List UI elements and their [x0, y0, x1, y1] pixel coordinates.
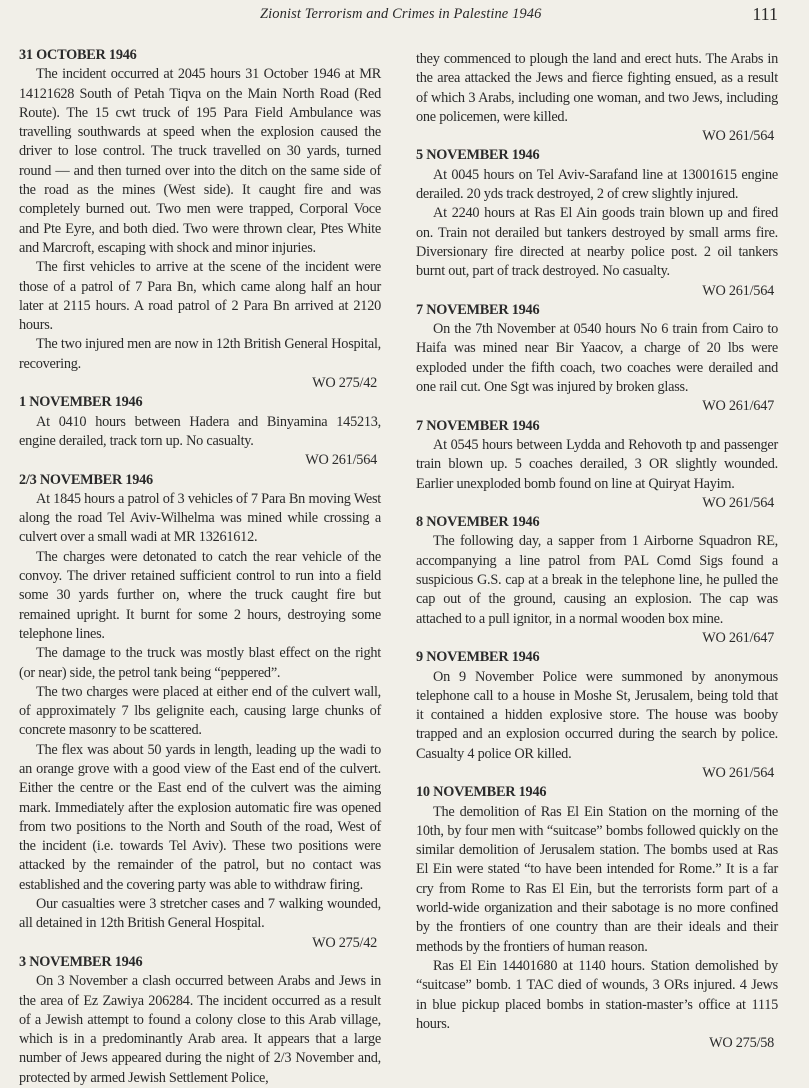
paragraph: On 3 November a clash occurred between Arabs and Jews in the area of Ez Zawiya 206284. The incident occurred as a result of a Jewish attempt to found a colony close to this Arab village, which is in a predominantly Arab area. It appears that a large number of Jews appeared during the night of 2/3 November and, protected by armed Jewish Settlement Police,: [19, 973, 381, 1086]
paragraph: The first vehicles to arrive at the scene of the incident were those of a patrol of 7 Para Bn, which came along half an hour later at 2115 hours. A road patrol of 2 Para Bn arrived at 2120 hours.: [19, 259, 381, 334]
archive-reference: WO 275/42: [312, 375, 377, 392]
entry-10-november-1946: [416, 783, 778, 1053]
paragraph: The following day, a sapper from 1 Airborne Squadron RE, accompanying a line patrol from PAL Comd Sigs found a suspicious G.S. cap at a break in the telephone line, he pulled the cap out of the ground, causing an explosion. The cap was attached to a pull ignitor, in a normal wooden box mine.: [416, 533, 778, 627]
archive-reference: WO 275/42: [312, 934, 377, 951]
entry-7-november-1946-a: [416, 301, 778, 417]
archive-reference: WO 261/564: [702, 494, 774, 511]
entry-31-october-1946: [19, 46, 381, 393]
page-number: 111: [752, 4, 778, 24]
archive-reference: WO 261/564: [305, 452, 377, 469]
entry-7-november-1946-b: [416, 417, 778, 513]
archive-reference: WO 261/647: [702, 629, 774, 646]
entry-5-november-1946: [416, 146, 778, 300]
archive-reference: WO 275/58: [709, 1035, 774, 1052]
entry-heading: 7 NOVEMBER 1946: [416, 301, 540, 318]
paragraph: The flex was about 50 yards in length, leading up the wadi to an orange grove with a good view of the East end of the culvert. Either the centre or the East end of the culvert was the aiming mark. Immediately after the explosion automatic fire was opened from two positions to the North and South of the road, West of the incident (i.e. towards Tel Aviv). These two positions were attacked by the remainder of the patrol, but no contact was established and the covering party was able to withdraw firing.: [19, 741, 381, 893]
archive-reference: WO 261/564: [702, 282, 774, 299]
entry-heading: 2/3 NOVEMBER 1946: [19, 471, 153, 488]
entry-heading: 10 NOVEMBER 1946: [416, 784, 547, 801]
paragraph-continuation: they commenced to plough the land and erect huts. The Arabs in the area attacked the Jews and fierce fighting ensued, as a result of which 3 Arabs, including one woman, and two Jews, including one policemen, were killed.: [416, 51, 778, 125]
entry-3-november-1946-continued: [416, 50, 778, 146]
entry-heading: 5 NOVEMBER 1946: [416, 147, 540, 164]
archive-reference: WO 261/647: [702, 398, 774, 415]
paragraph: At 1845 hours a patrol of 3 vehicles of 7 Para Bn moving West along the road Tel Aviv-Wilhelma was mined while crossing a culvert over a small wadi at MR 13261612.: [19, 490, 381, 546]
left-column: [19, 46, 381, 1088]
entry-2-3-november-1946: [19, 471, 381, 953]
entry-heading: 31 OCTOBER 1946: [19, 47, 137, 63]
archive-reference: WO 261/564: [702, 128, 774, 145]
archive-reference: WO 261/564: [702, 764, 774, 781]
paragraph: The damage to the truck was mostly blast effect on the right (or near) side, the petrol tank being “peppered”.: [19, 645, 381, 681]
paragraph: On 9 November Police were summoned by anonymous telephone call to a house in Moshe St, Jerusalem, being told that it contained a hidden explosive store. The house was booby trapped and an explosion occurred during the search by police. Casualty 4 police OR killed.: [416, 668, 778, 762]
entry-heading: 7 NOVEMBER 1946: [416, 417, 540, 434]
paragraph: At 2240 hours at Ras El Ain goods train blown up and fired on. Train not derailed but tankers destroyed by small arms fire. Diversionary fire directed at nearby police post. 2 oil tankers burnt out, part of track destroyed. No casualty.: [416, 205, 778, 280]
paragraph: The two charges were placed at either end of the culvert wall, of approximately 7 lbs gelignite each, causing large chunks of concrete masonry to be scattered.: [19, 683, 381, 739]
right-column: [416, 50, 778, 1053]
paragraph: At 0410 hours between Hadera and Binyamina 145213, engine derailed, track torn up. No casualty.: [19, 413, 381, 449]
paragraph: The demolition of Ras El Ein Station on the morning of the 10th, by four men with “suitcase” bombs followed quickly on the similar demolition of Jerusalem station. The bombs used at Ras El Ein were stated “to have been intended for Rome.” It is a far cry from Rome to Ras El Ein, but the terrorists form part of a world-wide organization and their sabotage is no more confined by the frontiers of one country than are their ideals and their methods by the frontiers of human reason.: [416, 803, 778, 955]
paragraph: The charges were detonated to catch the rear vehicle of the convoy. The driver retained sufficient control to run into a field some 30 yards further on, where the truck caught fire but remained upright. It burnt for some 2 hours, destroying some telephone lines.: [19, 548, 381, 642]
running-title: Zionist Terrorism and Crimes in Palestine 1946: [260, 6, 542, 22]
paragraph: Ras El Ein 14401680 at 1140 hours. Station demolished by “suitcase” bomb. 1 TAC died of wounds, 3 ORs injured. 4 Jews in blue pickup placed bombs in station-master’s office at 1115 hours.: [416, 957, 778, 1032]
paragraph: At 0545 hours between Lydda and Rehovoth tp and passenger train blown up. 5 coaches derailed, 3 OR slightly wounded. Earlier unexploded bomb found on line at Quiryat Hayim.: [416, 436, 778, 492]
entry-heading: 8 NOVEMBER 1946: [416, 514, 540, 531]
paragraph: At 0045 hours on Tel Aviv-Sarafand line at 13001615 engine derailed. 20 yds track destroyed, 2 of crew slightly injured.: [416, 166, 778, 203]
entry-9-november-1946: [416, 648, 778, 783]
entry-heading: 9 NOVEMBER 1946: [416, 649, 540, 666]
paragraph: Our casualties were 3 stretcher cases and 7 walking wounded, all detained in 12th British General Hospital.: [19, 896, 381, 932]
paragraph: The incident occurred at 2045 hours 31 October 1946 at MR 14121628 South of Petah Tiqva on the Main North Road (Red Route). The 15 cwt truck of 195 Para Field Ambulance was travelling southwards at speed when the explosion caused the driver to lose control. The truck travelled on 30 yards, turned round — and then turned over into the ditch on the same side of the road as the mines (West side). It caught fire and was completely burned out. Two men were trapped, Corporal Voce and Pte Eyre, and both died. Two were thrown clear, Ptes White and Marcroft, escaping with shock and minor injuries.: [19, 66, 381, 256]
paragraph: The two injured men are now in 12th British General Hospital, recovering.: [19, 336, 381, 372]
entry-3-november-1946: [19, 953, 381, 1088]
entry-heading: 1 NOVEMBER 1946: [19, 394, 143, 411]
running-header: [0, 6, 809, 28]
paragraph: On the 7th November at 0540 hours No 6 train from Cairo to Haifa was mined near Bir Yaacov, a charge of 20 lbs were exploded under the fifth coach, two coaches were derailed and one rail cut. One Sgt was injured by broken glass.: [416, 321, 778, 396]
entry-1-november-1946: [19, 393, 381, 470]
entry-8-november-1946: [416, 513, 778, 648]
entry-heading: 3 NOVEMBER 1946: [19, 953, 143, 970]
